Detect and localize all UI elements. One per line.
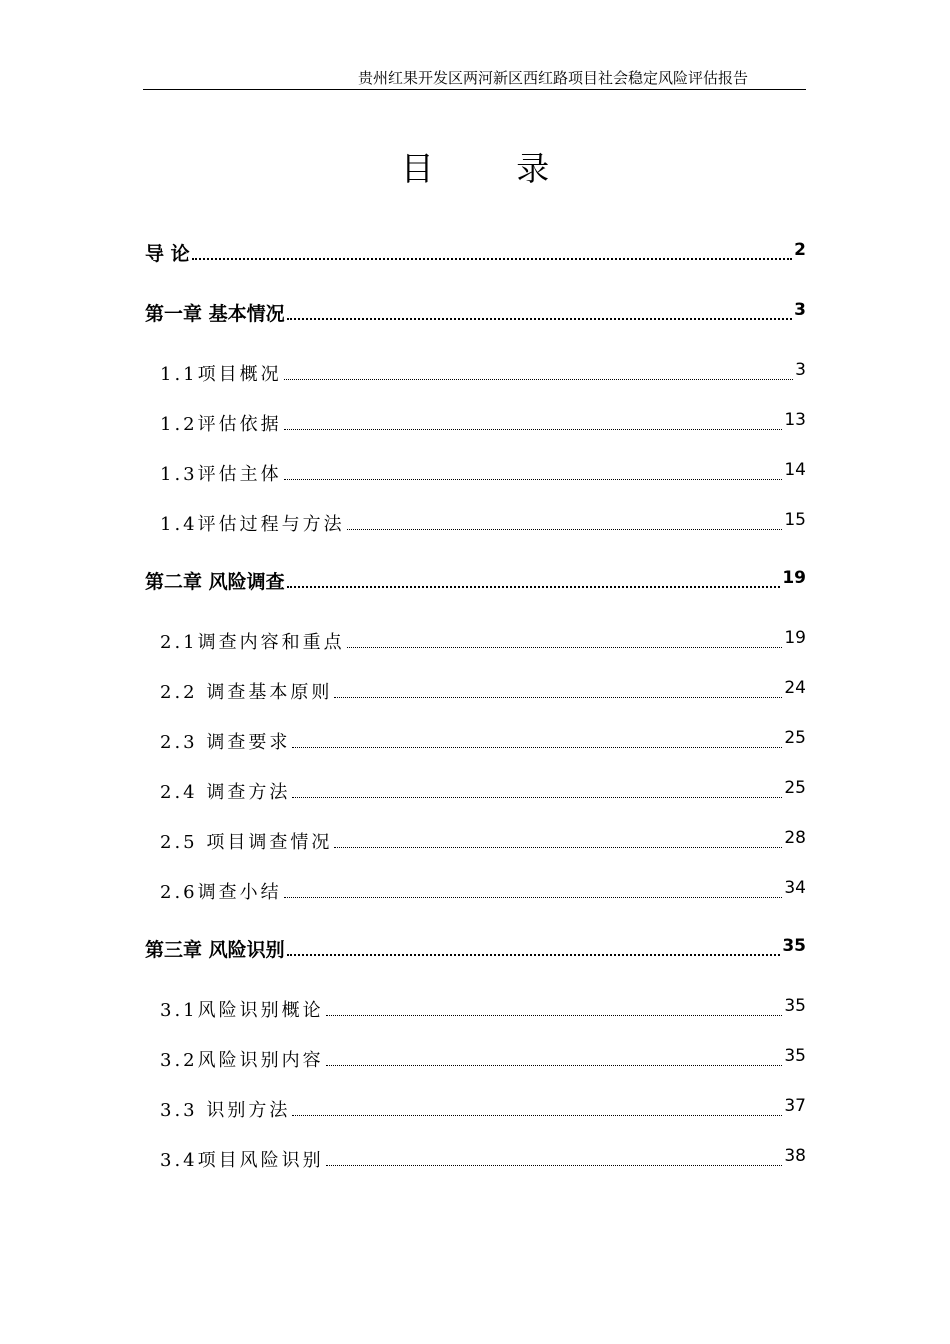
dot-leader — [292, 797, 782, 798]
dot-leader — [284, 429, 783, 430]
toc-entry[interactable] — [145, 564, 806, 594]
toc-entry-label: 3.3 识别方法 — [160, 1100, 291, 1121]
toc-entry-label: 2.3 调查要求 — [160, 732, 291, 753]
dot-leader — [287, 318, 793, 320]
toc-entry[interactable] — [160, 874, 806, 904]
toc-entry-page: 37 — [784, 1096, 806, 1116]
toc-entry-page: 3 — [795, 360, 806, 380]
toc-entry-page: 2 — [794, 240, 806, 260]
toc-entry-label: 1.4评估过程与方法 — [160, 514, 345, 535]
dot-leader — [284, 897, 783, 898]
toc-entry[interactable] — [160, 356, 806, 386]
toc-entry-label: 1.3评估主体 — [160, 464, 282, 485]
dot-leader — [292, 747, 782, 748]
toc-entry-page: 13 — [784, 410, 806, 430]
dot-leader — [347, 647, 783, 648]
toc-entry-label: 2.4 调查方法 — [160, 782, 291, 803]
toc-entry[interactable] — [160, 406, 806, 436]
toc-entry-label: 2.5 项目调查情况 — [160, 832, 333, 853]
toc-entry-page: 3 — [794, 300, 806, 320]
toc-entry-label: 2.2 调查基本原则 — [160, 682, 333, 703]
dot-leader — [347, 529, 783, 530]
toc-entry[interactable] — [160, 824, 806, 854]
toc-entry-label: 2.6调查小结 — [160, 882, 282, 903]
dot-leader — [284, 379, 794, 380]
toc-entry-page: 24 — [784, 678, 806, 698]
dot-leader — [292, 1115, 782, 1116]
toc-entry[interactable] — [145, 236, 806, 266]
dot-leader — [284, 479, 783, 480]
toc-entry[interactable] — [160, 624, 806, 654]
toc-title: 目 录 — [400, 149, 586, 188]
toc-entry-page: 15 — [784, 510, 806, 530]
toc-entry[interactable] — [160, 992, 806, 1022]
toc-entry-page: 35 — [784, 1046, 806, 1066]
toc-entry[interactable] — [160, 674, 806, 704]
toc-entry-page: 19 — [784, 628, 806, 648]
toc-entry-label: 第三章 风险识别 — [145, 939, 285, 961]
toc-entry-page: 19 — [782, 568, 806, 588]
toc-entry-page: 38 — [784, 1146, 806, 1166]
running-header — [143, 64, 806, 90]
toc-entry-label: 1.2评估依据 — [160, 414, 282, 435]
dot-leader — [287, 586, 781, 588]
toc-entry[interactable] — [160, 1042, 806, 1072]
toc-entry-page: 35 — [782, 936, 806, 956]
toc-entry[interactable] — [160, 506, 806, 536]
toc-entry-page: 35 — [784, 996, 806, 1016]
dot-leader — [334, 697, 782, 698]
toc-entry[interactable] — [145, 932, 806, 962]
toc-entry-label: 2.1调查内容和重点 — [160, 632, 345, 653]
toc-entry[interactable] — [160, 456, 806, 486]
dot-leader — [287, 954, 781, 956]
dot-leader — [326, 1165, 783, 1166]
toc-entry-label: 3.4项目风险识别 — [160, 1150, 324, 1171]
toc-entry-label: 第二章 风险调查 — [145, 571, 285, 593]
toc-entry[interactable] — [160, 774, 806, 804]
dot-leader — [192, 258, 793, 260]
dot-leader — [334, 847, 782, 848]
dot-leader — [326, 1015, 783, 1016]
toc-entry-page: 25 — [784, 778, 806, 798]
toc-entry-page: 25 — [784, 728, 806, 748]
toc-entry-page: 14 — [784, 460, 806, 480]
running-header-title: 贵州红果开发区两河新区西红路项目社会稳定风险评估报告 — [357, 69, 748, 87]
toc-entry-page: 34 — [784, 878, 806, 898]
toc-entry[interactable] — [160, 1142, 806, 1172]
toc-entry[interactable] — [145, 296, 806, 326]
toc-entry-label: 第一章 基本情况 — [145, 303, 285, 325]
toc-entry-label: 1.1项目概况 — [160, 364, 282, 385]
toc-entry[interactable] — [160, 724, 806, 754]
toc-entry-label: 3.2风险识别内容 — [160, 1050, 324, 1071]
toc-entry-label: 导 论 — [145, 243, 190, 265]
toc-entry-label: 3.1风险识别概论 — [160, 1000, 324, 1021]
toc-entry-page: 28 — [784, 828, 806, 848]
toc-entry[interactable] — [160, 1092, 806, 1122]
dot-leader — [326, 1065, 783, 1066]
